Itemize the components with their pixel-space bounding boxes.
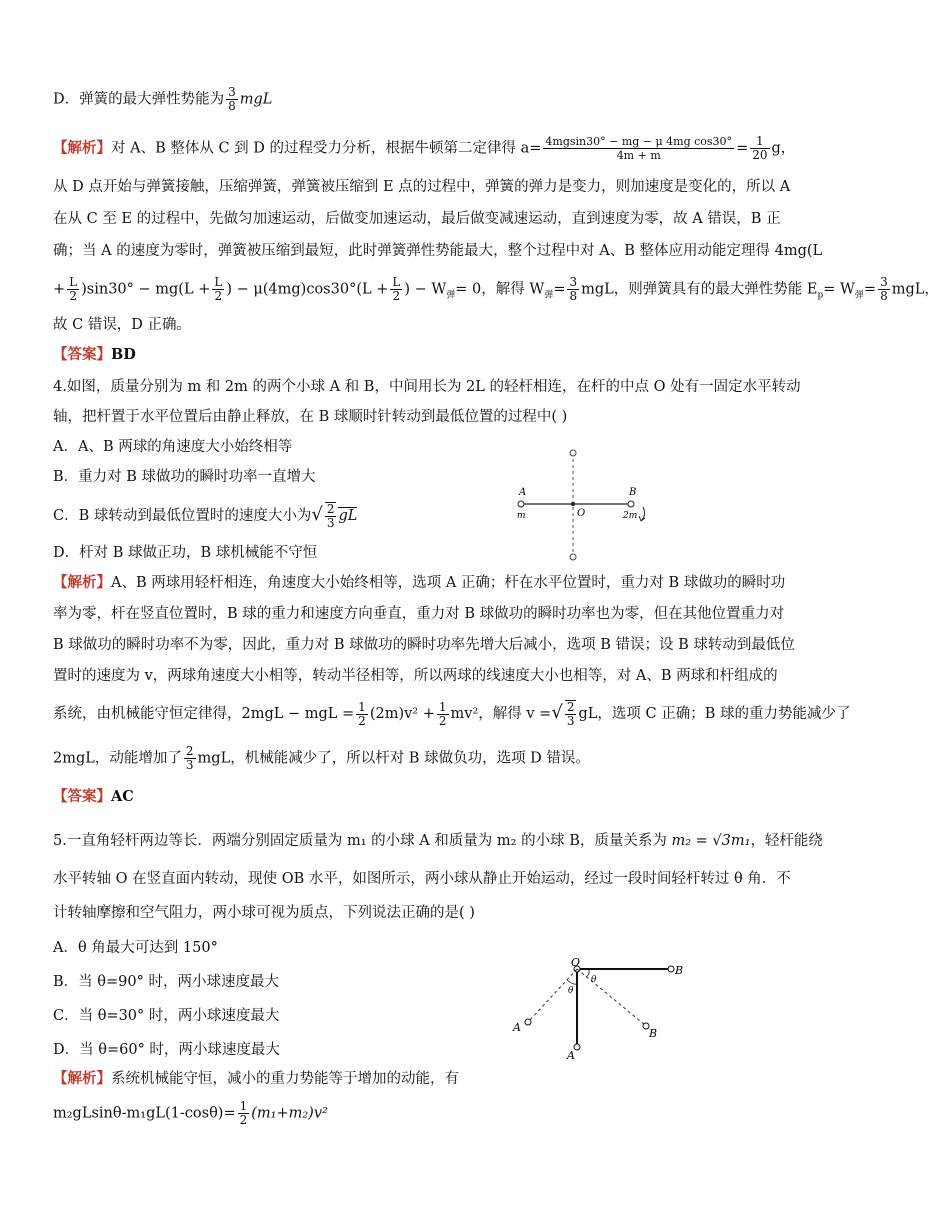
q5-stem-line-3: 计转轴摩擦和空气阻力，两小球可视为质点，下列说法正确的是( ) — [53, 905, 475, 921]
q4-answer: 【答案】AC — [53, 788, 134, 805]
fraction: $\frac{2}{3}$ — [185, 744, 194, 772]
q5-analysis-line-2: m₂gLsinθ-m₁gL(1-cosθ)= $\frac{1}{2}$ (m₁+m₂)v² — [53, 1099, 328, 1127]
q5-option-c: C．当 θ=30° 时，两小球速度最大 — [53, 1008, 280, 1024]
q4-analysis-line-6: 2mgL，动能增加了 $\frac{2}{3}$ mgL，机械能减少了，所以杆对 B 球做负功，选项 D 错误。 — [53, 744, 590, 772]
ball-b — [668, 966, 674, 972]
label-o: O — [571, 956, 581, 969]
q4-analysis-line-2: 率为零，杆在竖直位置时，B 球的重力和速度方向垂直，重力对 B 球做功的瞬时功率也为零，但在其他位置重力对 — [53, 606, 785, 622]
q4-stem-line-2: 轴，把杆置于水平位置后由静止释放，在 B 球顺时针转动到最低位置的过程中( ) — [53, 409, 568, 425]
q5-option-d: D．当 θ=60° 时，两小球速度最大 — [53, 1042, 280, 1058]
q4-analysis-line-5: 系统，由机械能守恒定律得，2mgL − mgL = $\frac{1}{2}$ (2m)v² + $\frac{1}{2}$ mv²，解得 v =√ $\frac{2}{3}$ gL，选项 C 正确；B 球的重力势能减少了 — [53, 699, 851, 728]
fraction: $\frac{L}{2}$ — [392, 275, 401, 303]
label-b: B — [675, 964, 684, 977]
analysis-tag: 【解析】 — [53, 1070, 111, 1087]
q4-analysis-line-3: B 球做功的瞬时功率不为零，因此，重力对 B 球做功的瞬时功率先增大后减小，选项 B 错误；设 B 球转动到最低位 — [53, 637, 795, 653]
sqrt-symbol: √ — [551, 702, 563, 723]
fraction: $\frac{L}{2}$ — [214, 275, 223, 303]
theta-right: θ — [591, 975, 597, 985]
answer-tag: 【答案】 — [53, 346, 111, 363]
label-a: A — [567, 1049, 575, 1062]
q3-analysis-line-5: + $\frac{L}{2}$ )sin30° − mg(L + $\frac{L}{2}$ ) − μ(4mg)cos30°(L + $\frac{L}{2}$ ) − $W_弹= 0$，解得 $W_弹=$ $\frac{3}{8}$ mgL，则弹簧具有的最大弹性势能 $E_p= W_弹=$ $\frac{3}{8}$ mgL， — [53, 275, 939, 303]
q3-answer: 【答案】BD — [53, 346, 136, 363]
q4-option-a: A．A、B 两球的角速度大小始终相等 — [53, 439, 293, 455]
q5-stem-line-1: 5.一直角轻杆两边等长．两端分别固定质量为 m₁ 的小球 A 和质量为 m₂ 的小球 B，质量关系为 m₂ = √3m₁，轻杆能绕 — [53, 833, 823, 849]
fraction: $\frac{1}{2}$ — [358, 699, 366, 728]
top-circle — [570, 450, 576, 456]
angle-arc-right — [586, 969, 589, 977]
answer-tag: 【答案】 — [53, 788, 111, 805]
label-a: A — [519, 487, 527, 498]
q3-analysis-line-3: 在从 C 至 E 的过程中，先做匀加速运动，后做变加速运动，最后做变减速运动，直到速度为零，故 A 错误，B 正 — [53, 211, 781, 227]
q5-option-b: B．当 θ=90° 时，两小球速度最大 — [53, 974, 279, 990]
sqrt-symbol: √ — [311, 504, 323, 525]
q3-analysis-line-4: 确；当 A 的速度为零时，弹簧被压缩到最短，此时弹簧弹性势能最大，整个过程中对 A、B 整体应用动能定理得 4mg(L — [53, 243, 823, 259]
analysis-tag: 【解析】 — [53, 139, 111, 157]
fraction: $\frac{3}{8}$ — [228, 85, 236, 113]
q4-option-d: D．杆对 B 球做正功，B 球机械能不守恒 — [53, 545, 318, 561]
q5-analysis-line-1: 【解析】系统机械能守恒，减小的重力势能等于增加的动能，有 — [53, 1070, 459, 1087]
q4-rod-figure — [505, 445, 665, 565]
q4-analysis-line-4: 置时的速度为 v，两球角速度大小相等，转动半径相等，所以两球的线速度大小也相等，对 A、B 两球和杆组成的 — [53, 668, 778, 684]
ball-a-rotated — [525, 1019, 531, 1025]
label-2m: 2m — [623, 511, 638, 521]
ball-a — [518, 501, 524, 507]
label-b-rotated: B — [649, 1027, 658, 1040]
angle-arc-left — [567, 980, 577, 984]
q3-analysis-line-1: 【解析】对 A、B 整体从 C 到 D 的过程受力分析，根据牛顿第二定律得 a= $\frac{\text{4mgsin30° − mg − μ 4mg cos30°}}{4m + m}$ = $\frac{1}{20}$ g， — [53, 134, 796, 162]
label-b: B — [629, 487, 637, 498]
pivot-o — [571, 502, 575, 506]
fraction: $\frac{2}{3}$ — [566, 700, 575, 728]
label-o: O — [577, 508, 586, 519]
analysis-tag: 【解析】 — [53, 574, 111, 591]
q3-analysis-line-6: 故 C 错误，D 正确。 — [53, 317, 192, 333]
q5-stem-line-2: 水平转轴 O 在竖直面内转动，现使 OB 水平，如图所示，两小球从静止开始运动，经过一段时间轻杆转过 θ 角．不 — [53, 871, 791, 887]
q4-analysis-line-1: 【解析】A、B 两球用轻杆相连，角速度大小始终相等，选项 A 正确；杆在水平位置时，重力对 B 球做功的瞬时功 — [53, 574, 786, 591]
q4-option-b: B．重力对 B 球做功的瞬时功率一直增大 — [53, 469, 316, 485]
fraction: $\frac{L}{2}$ — [69, 275, 78, 303]
fraction: $\frac{3}{8}$ — [880, 275, 888, 303]
q5-right-angle-rod-figure — [505, 955, 695, 1065]
q3-analysis-line-2: 从 D 点开始与弹簧接触，压缩弹簧，弹簧被压缩到 E 点的过程中，弹簧的弹力是变力，则加速度是变化的，所以 A — [53, 179, 791, 195]
q4-option-c: C．B 球转动到最低位置时的速度大小为√ $\frac{2}{3}$ gL — [53, 502, 358, 530]
fraction: $\frac{2}{3}$ — [326, 502, 335, 530]
bottom-circle — [570, 554, 576, 560]
q4-stem-line-1: 4.如图，质量分别为 m 和 2m 的两个小球 A 和 B，中间用长为 2L 的轻杆相连，在杆的中点 O 处有一固定水平转动 — [53, 379, 801, 395]
fraction: $\frac{1}{20}$ — [752, 134, 768, 162]
q5-option-a: A．θ 角最大可达到 150° — [53, 940, 218, 956]
q3-option-d: D．弹簧的最大弹性势能为 $\frac{3}{8}$ mgL — [53, 85, 273, 113]
ball-b — [628, 501, 634, 507]
label-a-rotated: A — [513, 1021, 521, 1034]
label-m: m — [517, 511, 526, 521]
fraction: $\frac{1}{2}$ — [438, 699, 447, 728]
fraction: $\frac{3}{8}$ — [569, 275, 578, 303]
theta-left: θ — [568, 986, 574, 996]
fraction: $\frac{\text{4mgsin30° − mg − μ 4mg cos30°}}{4m + m}$ — [545, 135, 733, 162]
dashed-rod-b — [577, 969, 645, 1025]
fraction: $\frac{1}{2}$ — [239, 1099, 248, 1127]
